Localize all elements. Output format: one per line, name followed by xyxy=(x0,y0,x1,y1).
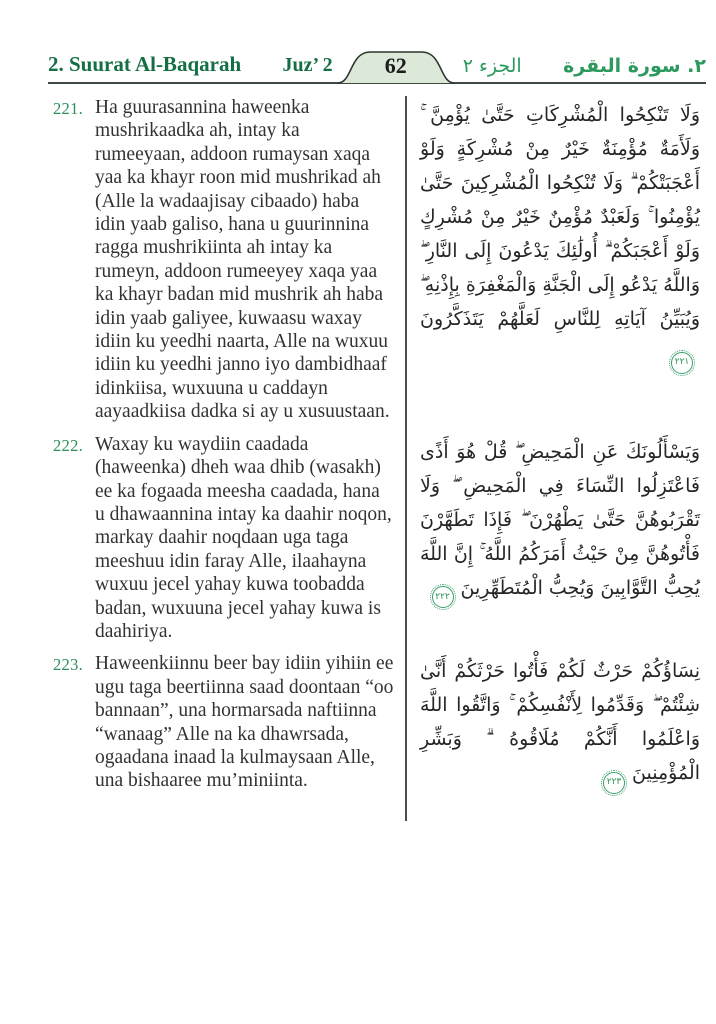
verse-221-arabic xyxy=(418,96,706,424)
page-number: 62 xyxy=(384,53,407,78)
arabic-verse-text: نِسَاؤُكُمْ حَرْثٌ لَكُمْ فَأْتُوا حَرْثَكُمْ أَنَّىٰ شِئْتُمْ ۖ وَقَدِّمُوا لِأَنْفُسِكُمْ ۚ وَاتَّقُوا اللَّهَ وَاعْلَمُوا أَنَّكُمْ مُلَاقُوهُ ۗ وَبَشِّرِ الْمُؤْمِنِينَ xyxy=(420,660,700,785)
page-number-badge xyxy=(337,50,455,84)
verse-end-medallion xyxy=(603,772,625,794)
verse-222-arabic xyxy=(418,433,706,644)
verse-number: 222. xyxy=(53,435,84,455)
verse-222-translation-row xyxy=(48,433,394,644)
arabic-verse-text: وَيَسْأَلُونَكَ عَنِ الْمَحِيضِ ۖ قُلْ هُوَ أَذًى فَاعْتَزِلُوا النِّسَاءَ فِي الْمَحِيضِ ۖ وَلَا تَقْرَبُوهُنَّ حَتَّىٰ يَطْهُرْنَ ۖ فَإِذَا تَطَهَّرْنَ فَأْتُوهُنَّ مِنْ حَيْثُ أَمَرَكُمُ اللَّهُ ۚ إِنَّ اللَّهَ يُحِبُّ التَّوَّابِينَ وَيُحِبُّ الْمُتَطَهِّرِينَ xyxy=(420,440,700,599)
verse-223-arabic xyxy=(418,652,706,794)
verse-number: 223. xyxy=(53,655,84,675)
juz-label: Juz’ 2 xyxy=(282,54,333,76)
verse-end-number: ٢٢١ xyxy=(674,357,690,367)
arabic-verse-text: وَلَا تَنْكِحُوا الْمُشْرِكَاتِ حَتَّىٰ يُؤْمِنَّ ۚ وَلَأَمَةٌ مُؤْمِنَةٌ خَيْرٌ مِنْ مُشْرِكَةٍ وَلَوْ أَعْجَبَتْكُمْ ۗ وَلَا تُنْكِحُوا الْمُشْرِكِينَ حَتَّىٰ يُؤْمِنُوا ۚ وَلَعَبْدٌ مُؤْمِنٌ خَيْرٌ مِنْ مُشْرِكٍ وَلَوْ أَعْجَبَكُمْ ۗ أُولَٰئِكَ يَدْعُونَ إِلَى النَّارِ ۖ وَاللَّهُ يَدْعُو إِلَى الْجَنَّةِ وَالْمَغْفِرَةِ بِإِذْنِهِ ۖ وَيُبَيِّنُ آيَاتِهِ لِلنَّاسِ لَعَلَّهُمْ يَتَذَكَّرُونَ xyxy=(420,104,700,330)
page-body xyxy=(48,84,706,803)
verse-translation-text: Ha guurasannina haweenka mushrikaadka ah, intay ka rumeeyaan, addoon rumaysan xaqa yaa ka khayr roon mid mushrikad ah (Alle la wadaajisay cibaado) haba idin yaab galiso, hana u guurinnina ragga mushrikiinta ah intay ka rumeyn, addoon rumeeyey xaqa yaa ka khayr badan mid mushrik ah haba idin yaab galiyee, kuwaasu waxay idiin ku yeedhi naarta, Alle na wuxuu idiin ku yeedhi janno iyo dambidhaaf idinkiisa, wuxuuna u caddayn aayaadkiisa dadka si ay u xusuustaan. xyxy=(95,97,390,423)
page-header xyxy=(48,46,706,84)
verse-number: 221. xyxy=(53,99,84,118)
column-divider xyxy=(405,96,407,821)
verse-end-medallion xyxy=(671,352,693,374)
verse-221-translation-row xyxy=(48,96,394,424)
verse-translation-text: Waxay ku waydiin caadada (haweenka) dheh waa dhib (wasakh) ee ka fogaada meesha caadada, hana u dhawaannina intay ka daahir noqon, markay daahir noqdaan uga taga meeshuu idin faray Alle, ilaahayna wuxuu jecel yahay kuwa toobadda badan, wuxuuna jecel yahay kuwa is daahiriya. xyxy=(95,433,392,642)
verse-translation-text: Haweenkiinnu beer bay idiin yihiin ee ugu taga beertiinna saad doontaan “oo bannaan”, una hormarsada naftiinna “wanaag” Alle na ka dhawrsada, ogaadana inaad la kulmaysaan Alle, una bishaaree mu’miniinta. xyxy=(95,653,394,792)
verse-end-medallion xyxy=(432,586,454,608)
juz-label-arabic: الجزء ٢ xyxy=(462,55,522,77)
surah-title-arabic: ٢. سورة البقرة xyxy=(563,55,706,77)
surah-title-latin: 2. Suurat Al-Baqarah xyxy=(48,52,242,76)
verse-end-number: ٢٢٢ xyxy=(435,591,450,602)
verse-223-translation-row xyxy=(48,652,394,794)
verse-end-number: ٢٢٣ xyxy=(606,777,622,788)
